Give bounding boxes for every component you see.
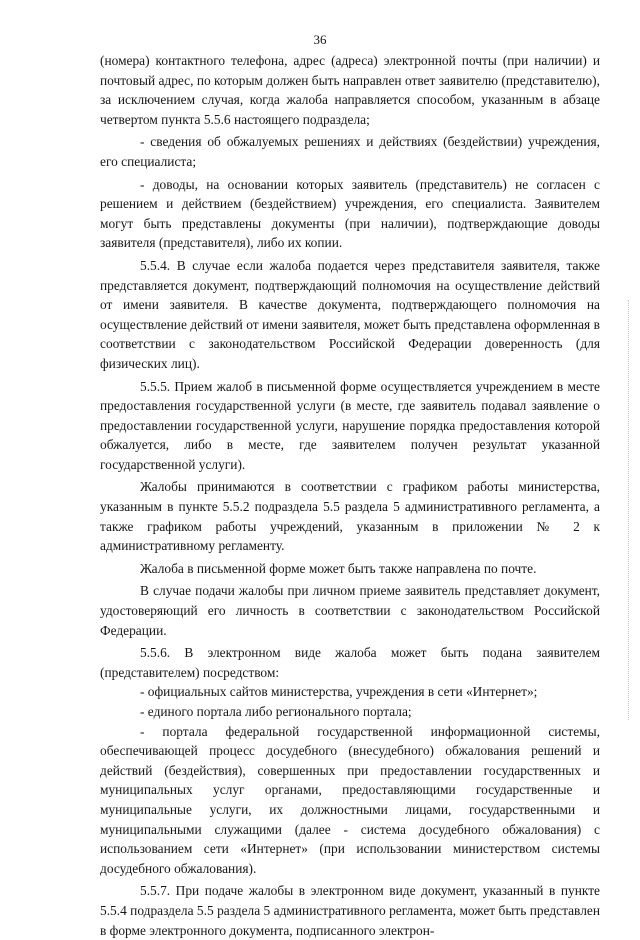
list-item-federal-portal: - портала федеральной государственной информационной системы, обеспечивающей процесс досудебного (внесудебного) обжалования решений и действий (бездействия), совершенных при предоставлении государственных и муниципальных услуг органами, предоставляющими государственные и муниципальные услуги, их должностными лицами, государственными и муниципальными служащими (далее - система досудебного обжалования) с использованием сети «Интернет» (при использовании министерством системы досудебного обжалования). xyxy=(100,723,600,876)
paragraph-5-5-5: 5.5.5. Прием жалоб в письменной форме осуществляется учреждением в месте предоставления государственной услуги (в месте, где заявитель подавал заявление о предоставлении государственной услуги, нарушение порядка предоставления которой обжалуется, либо в месте, где заявителем получен результат указанной государственной услуги). xyxy=(100,378,600,472)
scan-edge-marks xyxy=(628,300,631,720)
paragraph-personal-reception: В случае подачи жалобы при личном приеме заявитель представляет документ, удостоверяющий его личность в соответствии с законодательством Российской Федерации. xyxy=(100,583,600,638)
paragraph-5-5-7: 5.5.7. При подаче жалобы в электронном виде документ, указанный в пункте 5.5.4 подраздела 5.5 раздела 5 административного регламента, может быть представлен в форме электронного документа, подписанного электрон- xyxy=(100,883,600,938)
page-number: 36 xyxy=(313,32,327,47)
paragraph-5-5-4: 5.5.4. В случае если жалоба подается через представителя заявителя, также представляется документ, подтверждающий полномочия на осуществление действий от имени заявителя. В качестве документа, подтверждающего полномочия на осуществление действий от имени заявителя, может быть представлена оформленная в соответствии с законодательством Российской Федерации доверенность (для физических лиц). xyxy=(100,257,600,371)
document-body xyxy=(100,51,600,940)
paragraph-appealed-decisions: - сведения об обжалуемых решениях и действиях (бездействии) учреждения, его специалиста; xyxy=(100,134,600,169)
paragraph-by-mail: Жалоба в письменной форме может быть также направлена по почте. xyxy=(140,560,537,576)
list-item-unified-portal: - единого портала либо регионального портала; xyxy=(140,704,412,719)
paragraph-contact-info: (номера) контактного телефона, адрес (адреса) электронной почты (при наличии) и почтовый адрес, по которым должен быть направлен ответ заявителю (представителю), за исключением случая, когда жалоба направляется способом, указанным в абзаце четвертом пункта 5.5.6 настоящего подраздела; xyxy=(100,53,600,127)
paragraph-arguments: - доводы, на основании которых заявитель (представитель) не согласен с решением и действием (бездействием) учреждения, его специалиста. Заявителем могут быть представлены документы (при наличии), подтверждающие доводы заявителя (представителя), либо их копии. xyxy=(100,176,600,251)
paragraph-schedule: Жалобы принимаются в соответствии с графиком работы министерства, указанным в пункте 5.5.2 подраздела 5.5 раздела 5 административного регламента, а также графиком работы учреждений, указанным в приложении № 2 к административному регламенту. xyxy=(100,479,600,554)
paragraph-5-5-6: 5.5.6. В электронном виде жалоба может быть подана заявителем (представителем) посредством: xyxy=(100,645,600,680)
list-item-official-sites: - официальных сайтов министерства, учреждения в сети «Интернет»; xyxy=(140,684,538,700)
